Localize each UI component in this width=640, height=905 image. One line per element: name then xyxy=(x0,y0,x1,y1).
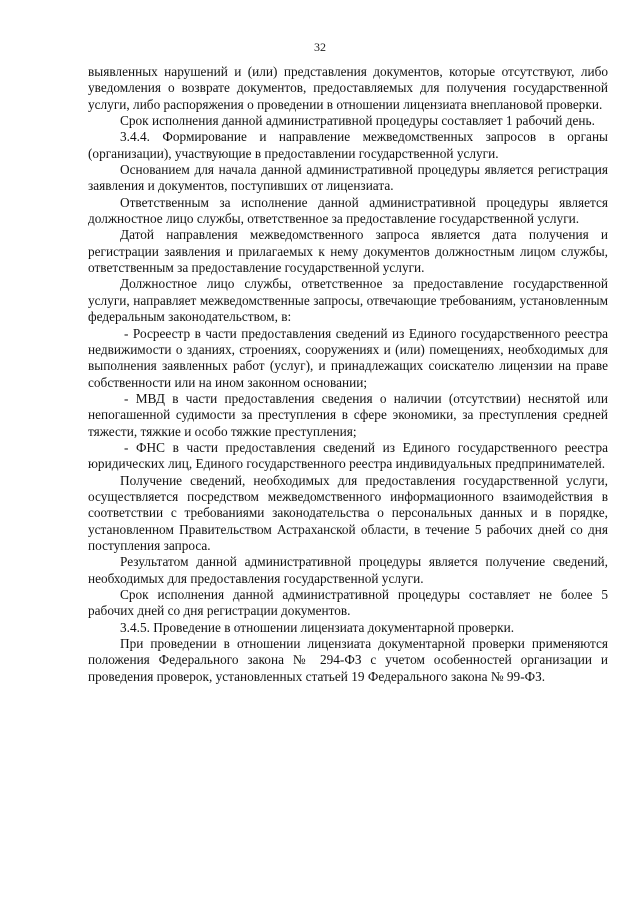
document-body xyxy=(88,64,608,685)
list-item-mvd: - МВД в части предоставления сведения о наличии (отсутствии) неснятой или непогашенной судимости за преступления в сфере экономики, за преступления средней тяжести, тяжкие и особо тяжкие преступления; xyxy=(88,390,608,439)
paragraph-deadline-one-day: Срок исполнения данной административной процедуры составляет 1 рабочий день. xyxy=(120,113,595,129)
paragraph-request-date: Датой направления межведомственного запроса является дата получения и регистрации заявления и прилагаемых к нему документов должностным лицом службы, ответственным за предоставление государственной услуги. xyxy=(88,227,608,276)
paragraph-responsible: Ответственным за исполнение данной административной процедуры является должностное лицо службы, ответственное за предоставление государственной услуги. xyxy=(88,194,608,227)
section-heading-3-4-4: 3.4.4. Формирование и направление межведомственных запросов в органы (организации), участвующие в предоставлении государственной услуги. xyxy=(88,129,608,161)
paragraph-deadline-five-days: Срок исполнения данной административной процедуры составляет не более 5 рабочих дней со дня регистрации документов. xyxy=(88,587,608,619)
list-item-fns: - ФНС в части предоставления сведений из Единого государственного реестра юридических лиц, Единого государственного реестра индивидуальных предпринимателей. xyxy=(88,439,608,472)
list-item-rosreestr: - Росреестр в части предоставления сведений из Единого государственного реестра недвижимости о зданиях, строениях, сооружениях и (или) помещениях, необходимых для выполнения заявленных работ (услуг), и принадлежащих соискателю лицензии на праве собственности или на ином законном основании; xyxy=(88,325,608,390)
paragraph-basis: Основанием для начала данной административной процедуры является регистрация заявления и документов, поступивших от лицензиата. xyxy=(88,162,608,194)
page-number: 32 xyxy=(314,40,326,54)
paragraph-violations-continued: выявленных нарушений и (или) представления документов, которые отсутствуют, либо уведомления о возврате документов, предоставляемых для получения государственной услуги, либо распоряжения о проведении в отношении лицензиата внеплановой проверки. xyxy=(88,64,608,112)
paragraph-result: Результатом данной административной процедуры является получение сведений, необходимых для предоставления государственной услуги. xyxy=(88,554,608,586)
section-heading-3-4-5: 3.4.5. Проведение в отношении лицензиата документарной проверки. xyxy=(120,619,515,635)
paragraph-receiving-info: Получение сведений, необходимых для предоставления государственной услуги, осуществляется посредством межведомственного информационного взаимодействия в соответствии с требованиями законодательства о персональных данных и в порядке, установленном Правительством Астраханской области, в течение 5 рабочих дней со дня поступления запроса. xyxy=(88,472,608,553)
paragraph-official-sends: Должностное лицо службы, ответственное за предоставление государственной услуги, направляет межведомственные запросы, отвечающие требованиям, установленным федеральным законодательством, в: xyxy=(88,276,608,325)
paragraph-documentary-check: При проведении в отношении лицензиата документарной проверки применяются положения Федерального закона № 294-ФЗ с учетом особенностей организации и проведения проверок, установленных статьей 19 Федерального закона № 99-ФЗ. xyxy=(88,636,608,684)
